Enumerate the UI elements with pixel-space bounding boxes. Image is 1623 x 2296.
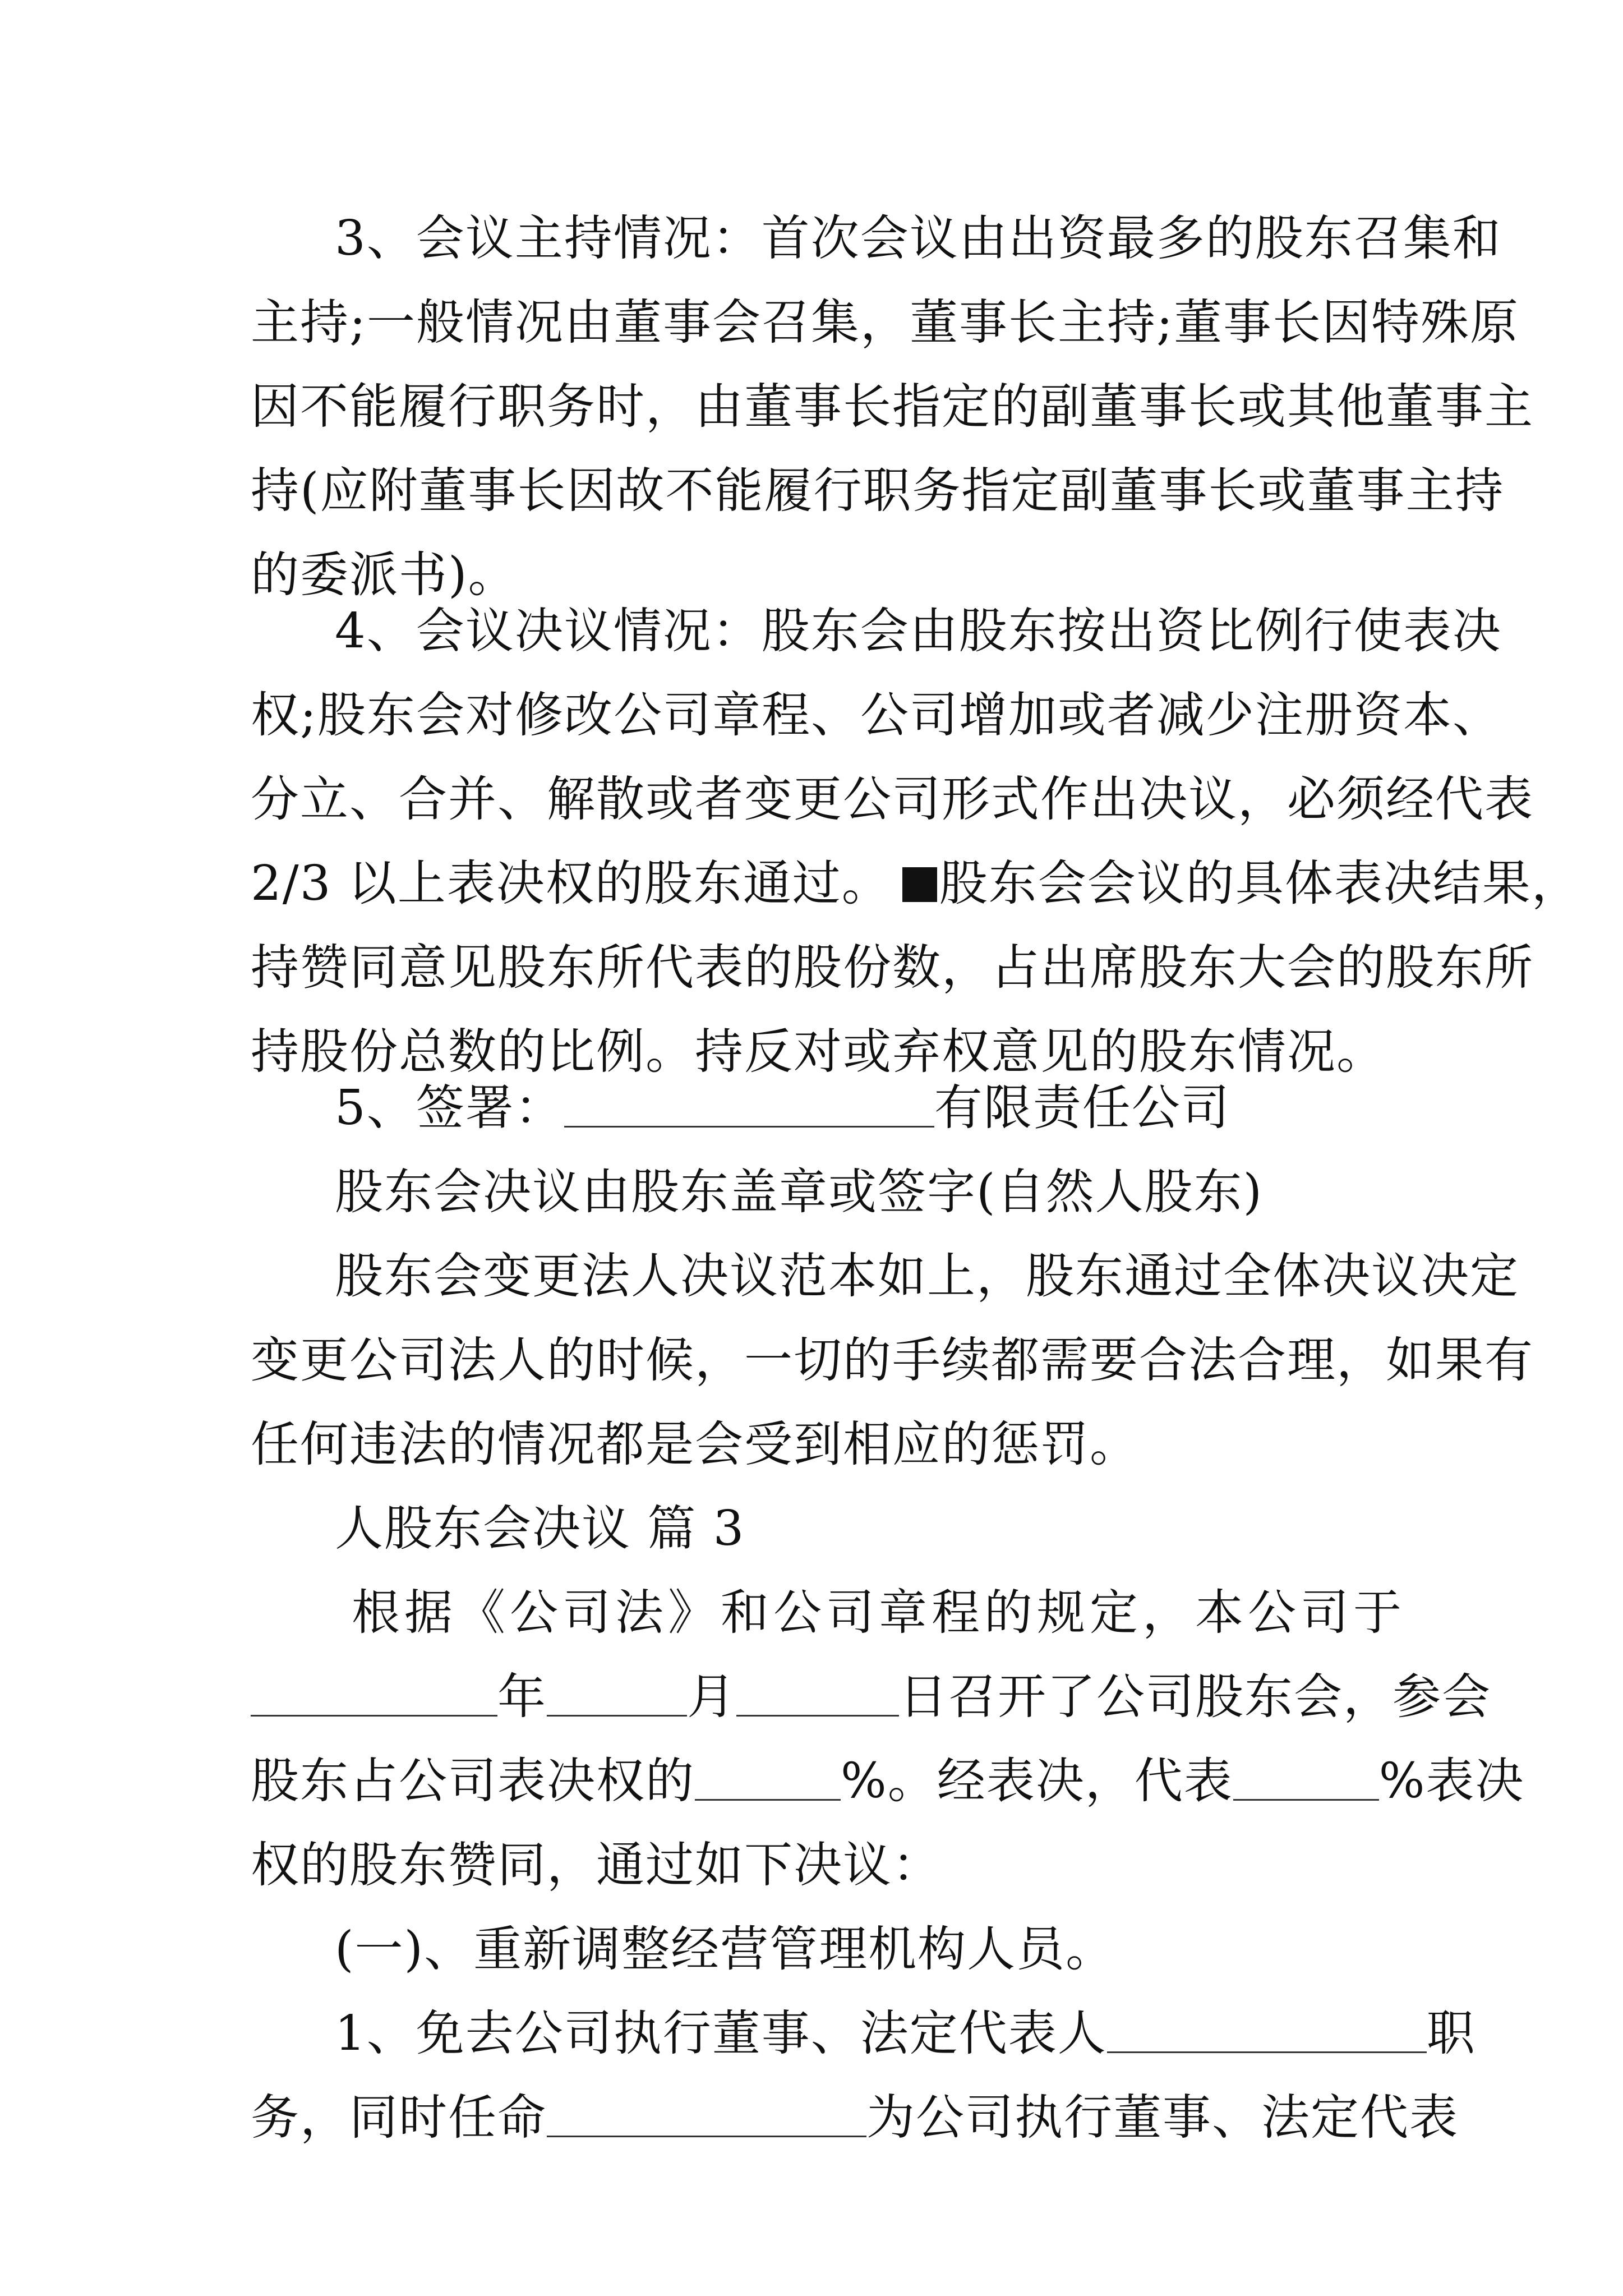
- month-label: 月: [687, 1669, 736, 1725]
- paragraph-4-line-6: 持股份总数的比例。持反对或弃权意见的股东情况。: [251, 1024, 1386, 1080]
- paragraph-8-line-1: 根据《公司法》和公司章程的规定，本公司于: [352, 1585, 1406, 1641]
- year-blank[interactable]: [251, 1676, 497, 1717]
- paragraph-7-line-3: 任何违法的情况都是会受到相应的惩罚。: [251, 1416, 1139, 1473]
- appoint-position-text: 为公司执行董事、法定代表: [866, 2090, 1459, 2146]
- resolution-item-1: (一)、重新调整经营管理机构人员。: [335, 1921, 1115, 1977]
- stamp-note: 股东会决议由股东盖章或签字(自然人股东): [335, 1164, 1264, 1220]
- paragraph-7-line-2: 变更公司法人的时候，一切的手续都需要合法合理，如果有: [251, 1332, 1534, 1388]
- signature-label: 5、签署：: [335, 1080, 564, 1136]
- paragraph-4-line-5: 持赞同意见股东所代表的股份数，占出席股东大会的股东所: [251, 940, 1534, 996]
- vote-suffix: %表决: [1378, 1753, 1525, 1809]
- section-heading: 人股东会决议 篇 3: [335, 1501, 745, 1557]
- new-rep-name-blank[interactable]: [547, 2096, 866, 2137]
- day-label: 日召开了公司股东会，参会: [899, 1669, 1491, 1725]
- company-suffix: 有限责任公司: [934, 1080, 1230, 1136]
- dismiss-text: 1、免去公司执行董事、法定代表人: [335, 2005, 1107, 2062]
- paragraph-4-line-4: [251, 855, 1581, 912]
- former-rep-name-blank[interactable]: [1107, 2012, 1427, 2053]
- month-blank[interactable]: [547, 1676, 687, 1717]
- position-text: 职: [1426, 2005, 1476, 2062]
- appoint-text: 务，同时任命: [251, 2090, 547, 2146]
- paragraph-3-line-5: 的委派书)。: [251, 547, 518, 603]
- paragraph-3-line-4: 持(应附董事长因故不能履行职务指定副董事长或董事主持: [251, 463, 1505, 519]
- paragraph-4-line-4-text-a: 2/3 以上表决权的股东通过。: [251, 855, 891, 912]
- paragraph-3-line-1: 3、会议主持情况：首次会议由出资最多的股东召集和: [335, 210, 1502, 266]
- signature-line: [335, 1080, 1468, 1136]
- paragraph-8-line-2: [251, 1669, 1491, 1725]
- attendance-percent-blank[interactable]: [695, 1760, 841, 1801]
- paragraph-3-line-3: 因不能履行职务时，由董事长指定的副董事长或其他董事主: [251, 379, 1534, 435]
- paragraph-4-line-2: 权;股东会对修改公司章程、公司增加或者减少注册资本、: [251, 687, 1502, 743]
- vote-label: %。经表决，代表: [841, 1753, 1233, 1809]
- paragraph-4-line-3: 分立、合并、解散或者变更公司形式作出决议，必须经代表: [251, 771, 1534, 827]
- company-name-blank[interactable]: [564, 1087, 934, 1128]
- paragraph-4-line-4-text-b: 股东会会议的具体表决结果，: [939, 855, 1581, 912]
- day-blank[interactable]: [736, 1676, 899, 1717]
- approval-percent-blank[interactable]: [1233, 1760, 1379, 1801]
- paragraph-7-line-1: 股东会变更法人决议范本如上，股东通过全体决议决定: [335, 1248, 1519, 1304]
- paragraph-4-line-1: 4、会议决议情况：股东会由股东按出资比例行使表决: [335, 603, 1502, 659]
- square-bullet-icon: [902, 867, 937, 902]
- attendance-label: 股东占公司表决权的: [251, 1753, 695, 1809]
- paragraph-8-line-4: 权的股东赞同，通过如下决议：: [251, 1837, 942, 1893]
- paragraph-8-line-3: [251, 1753, 1525, 1809]
- year-label: 年: [497, 1669, 547, 1725]
- paragraph-3-line-2: 主持;一般情况由董事会召集，董事长主持;董事长因特殊原: [251, 295, 1519, 351]
- paragraph-10-line-2: [251, 2090, 1459, 2146]
- paragraph-10-line-1: [335, 2005, 1476, 2062]
